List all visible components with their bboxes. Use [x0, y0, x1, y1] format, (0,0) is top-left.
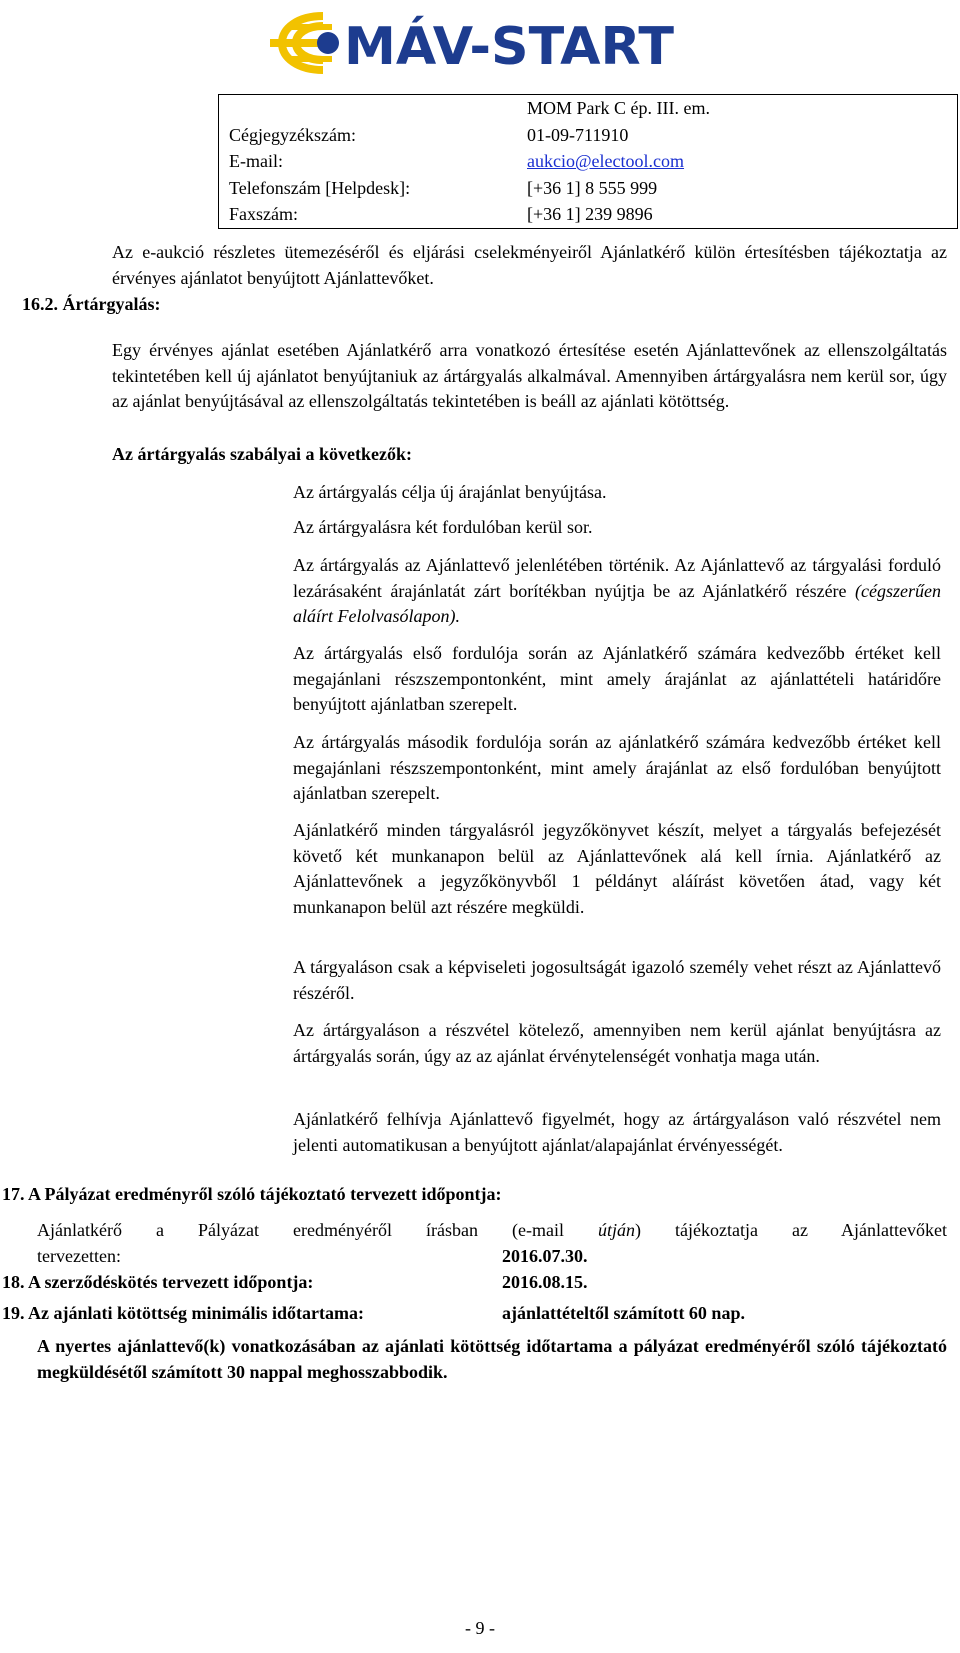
section-18-row — [2, 1270, 902, 1296]
section-17-text-c: tervezetten: — [37, 1245, 121, 1266]
section-18-heading: 18. A szerződéskötés tervezett időpontja: — [2, 1272, 314, 1292]
contact-label: Telefonszám [Helpdesk]: — [229, 177, 411, 198]
rule-item-3 — [293, 553, 941, 630]
contact-row — [219, 201, 958, 228]
rule-text: Az ártárgyalás az Ajánlattevő jelenlétében történik. Az Ajánlattevő az tárgyalási forduló lezárásaként árajánlatát zárt borítékban nyújtja be az Ajánlatkérő részére — [293, 555, 941, 601]
section-17-text-a: Ajánlatkérő a Pályázat eredményéről írásban (e-mail — [37, 1220, 564, 1240]
section-19-value: ajánlattételtől számított 60 nap. — [502, 1303, 745, 1323]
mav-start-logo — [268, 2, 678, 84]
intro-paragraph: Az e-aukció részletes ütemezéséről és eljárási cselekményeiről Ajánlatkérő külön értesítésben tájékoztatja az érvényes ajánlatot benyújtott Ajánlattevőket. — [112, 242, 947, 288]
rule-item: Az ártárgyalás célja új árajánlat benyújtása. — [293, 482, 607, 502]
contact-label: E-mail: — [229, 151, 283, 172]
section-17-italic: útján — [598, 1220, 636, 1240]
contact-row — [219, 148, 958, 175]
page-number: - 9 - — [465, 1618, 495, 1638]
email-link[interactable]: aukcio@electool.com — [527, 151, 685, 172]
contact-label: Faxszám: — [229, 204, 298, 225]
rule-item: Az ártárgyalásra két fordulóban kerül sor. — [293, 517, 593, 537]
contact-row — [219, 175, 958, 202]
section-17-date: 2016.07.30. — [502, 1245, 588, 1266]
rule-item: Az ártárgyaláson a részvétel kötelező, amennyiben nem kerül ajánlat benyújtásra az ártárgyalás során, úgy az az ajánlat érvénytelenségét vonhatja maga után. — [293, 1020, 941, 1066]
rules-heading: Az ártárgyalás szabályai a következők: — [112, 444, 412, 464]
logo-dot — [317, 32, 339, 54]
rule-italic: (cégszerűen aláírt Felolvasólapon). — [293, 580, 941, 626]
section-17-heading: 17. A Pályázat eredményről szóló tájékoztató tervezett időpontja: — [2, 1184, 502, 1204]
rule-item: A tárgyaláson csak a képviseleti jogosultságát igazoló személy vehet részt az Ajánlattevő részéről. — [293, 957, 941, 1003]
contact-address: MOM Park C ép. III. em. — [527, 98, 710, 119]
contact-value: [+36 1] 8 555 999 — [527, 177, 658, 198]
rule-item: Ajánlatkérő minden tárgyalásról jegyzőkönyvet készít, melyet a tárgyalás befejezését követő két munkanapon belül az Ajánlattevőnek alá kell írnia. Ajánlatkérő az Ajánlattevőnek a jegyzőkönyvből 1 példányt aláírást követően átad, vagy két munkanapon belül azt részére megküldi. — [293, 820, 941, 917]
contact-row-address — [219, 95, 958, 122]
section-19-heading: 19. Az ajánlati kötöttség minimális időtartama: — [2, 1303, 364, 1323]
section-17-line-2 — [37, 1244, 947, 1270]
section-19-note: A nyertes ajánlattevő(k) vonatkozásában az ajánlati kötöttség időtartama a pályázat eredményéről szóló tájékoztató megküldésétől számított 30 nappal meghosszabbodik. — [37, 1336, 947, 1382]
section-19-row — [2, 1301, 902, 1327]
section-18-date: 2016.08.15. — [502, 1272, 588, 1292]
section-17-text — [37, 1218, 947, 1269]
section-17-text-b: ) tájékoztatja az Ajánlattevőket — [635, 1220, 947, 1240]
contact-label: Cégjegyzékszám: — [229, 124, 356, 145]
rule-item: Ajánlatkérő felhívja Ajánlattevő figyelmét, hogy az ártárgyaláson való részvétel nem jelenti automatikusan a benyújtott ajánlat/alapajánlat érvényességét. — [293, 1109, 941, 1155]
contact-table — [218, 94, 958, 229]
section-16-2-paragraph: Egy érvényes ajánlat esetében Ajánlatkérő arra vonatkozó értesítése esetén Ajánlattevőnek az ellenszolgáltatás tekintetében kell új ajánlatot benyújtaniuk az ártárgyalás alkalmával. Amennyiben ártárgyalásra nem kerül sor, úgy az ajánlat benyújtásával az ellenszolgáltatás tekintetében is beáll az ajánlati kötöttség. — [112, 340, 947, 411]
section-17-line-1 — [37, 1218, 947, 1244]
contact-value: [+36 1] 239 9896 — [527, 204, 653, 225]
section-16-2-heading: 16.2. Ártárgyalás: — [22, 294, 161, 314]
contact-row — [219, 122, 958, 149]
logo-brand-text: MÁV-START — [344, 17, 673, 77]
rule-item: Az ártárgyalás második fordulója során az ajánlatkérő számára kedvezőbb értéket kell megajánlani részszempontonként, mint amely árajánlat az első fordulóban benyújtott ajánlatban szerepelt. — [293, 732, 941, 803]
rule-item: Az ártárgyalás első fordulója során az Ajánlatkérő számára kedvezőbb értéket kell megajánlani részszempontonként, mint amely árajánlat az ajánlattételi határidőre benyújtott ajánlatban szerepelt. — [293, 643, 941, 714]
contact-value: 01-09-711910 — [527, 124, 629, 145]
